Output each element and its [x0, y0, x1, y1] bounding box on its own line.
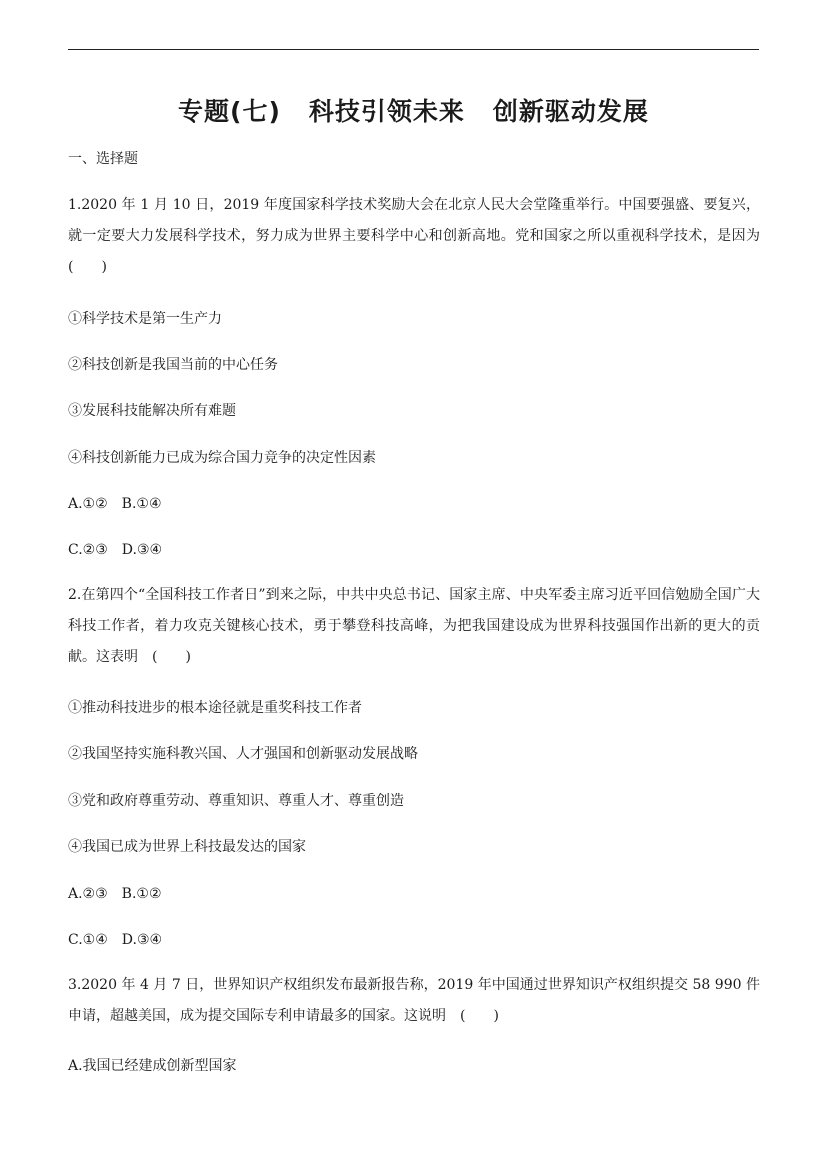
- question-1-options-cd: C.②③ D.③④: [68, 542, 163, 558]
- question-2-stem: 2.在第四个“全国科技工作者日”到来之际，中共中央总书记、国家主席、中央军委主席习近平回信勉励全国广大科技工作者，着力攻克关键核心技术，勇于攀登科技高峰，为把我国建设成为世界科技强国作出新的更大的贡献。这表明 ( ): [68, 587, 760, 665]
- question-2-options-cd: C.①④ D.③④: [68, 932, 163, 948]
- question-3-option-a: A.我国已经建成创新型国家: [68, 1058, 237, 1074]
- title-topic: 专题(七): [178, 97, 281, 126]
- top-rule: [68, 49, 759, 50]
- question-2-statement-4: ④我国已成为世界上科技最发达的国家: [68, 839, 306, 855]
- question-2-statement-1: ①推动科技进步的根本途径就是重奖科技工作者: [68, 700, 362, 716]
- question-1-statement-3: ③发展科技能解决所有难题: [68, 403, 236, 419]
- page-title: [0, 92, 827, 128]
- question-2-statement-2: ②我国坚持实施科教兴国、人才强国和创新驱动发展战略: [68, 746, 418, 762]
- title-sub: 创新驱动发展: [492, 97, 649, 126]
- question-1-stem: 1.2020 年 1 月 10 日，2019 年度国家科学技术奖励大会在北京人民大会堂隆重举行。中国要强盛、要复兴，就一定要大力发展科学技术，努力成为世界主要科学中心和创新高地。党和国家之所以重视科学技术，是因为 ( ): [68, 197, 774, 275]
- section-heading: 一、选择题: [68, 151, 138, 167]
- question-3-stem: 3.2020 年 4 月 7 日，世界知识产权组织发布最新报告称，2019 年中国通过世界知识产权组织提交 58 990 件申请，超越美国，成为提交国际专利申请最多的国家。这说明 ( ): [68, 977, 760, 1024]
- question-1-statement-2: ②科技创新是我国当前的中心任务: [68, 357, 278, 373]
- question-2-statement-3: ③党和政府尊重劳动、尊重知识、尊重人才、尊重创造: [68, 793, 404, 809]
- title-main: 科技引领未来: [308, 97, 465, 126]
- question-1-statement-1: ①科学技术是第一生产力: [68, 311, 222, 327]
- question-1-statement-4: ④科技创新能力已成为综合国力竞争的决定性因素: [68, 450, 376, 466]
- question-1-options-ab: A.①② B.①④: [68, 496, 162, 512]
- question-2-options-ab: A.②③ B.①②: [68, 886, 162, 902]
